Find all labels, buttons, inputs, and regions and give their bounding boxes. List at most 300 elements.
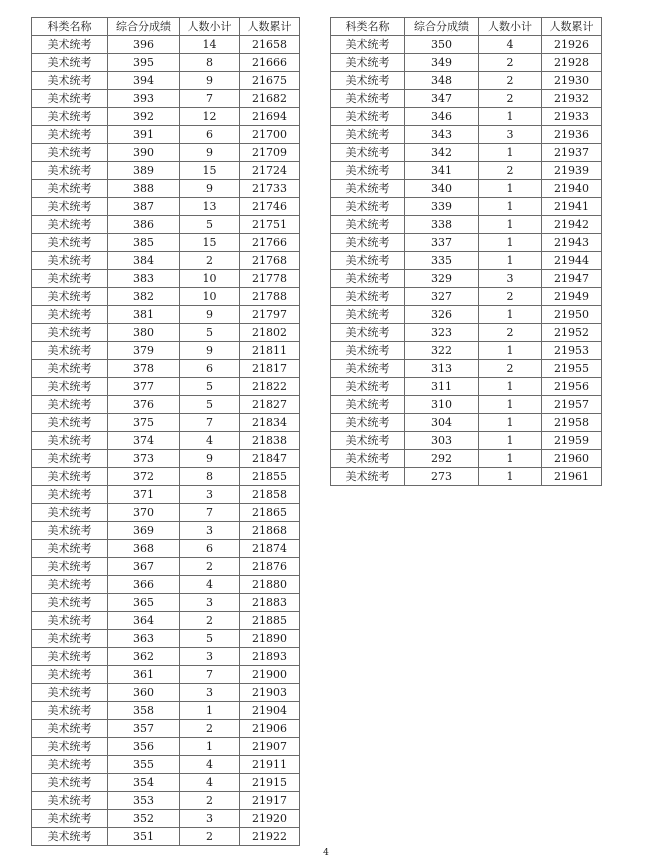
- cumulative-cell: 21746: [240, 198, 300, 216]
- category-cell: 美术统考: [32, 198, 108, 216]
- category-cell: 美术统考: [32, 576, 108, 594]
- category-cell: 美术统考: [32, 432, 108, 450]
- score-cell: 378: [108, 360, 180, 378]
- table-row: [32, 702, 300, 720]
- count-cell: 2: [479, 288, 542, 306]
- cumulative-cell: 21858: [240, 486, 300, 504]
- table-row: [331, 414, 602, 432]
- count-cell: 2: [479, 162, 542, 180]
- score-cell: 387: [108, 198, 180, 216]
- table-row: [331, 72, 602, 90]
- count-cell: 10: [180, 270, 240, 288]
- table-row: [32, 108, 300, 126]
- score-cell: 343: [405, 126, 479, 144]
- score-cell: 389: [108, 162, 180, 180]
- table-body: [331, 36, 602, 486]
- cumulative-cell: 21917: [240, 792, 300, 810]
- category-cell: 美术统考: [331, 108, 405, 126]
- table-row: [32, 666, 300, 684]
- count-cell: 5: [180, 396, 240, 414]
- count-cell: 9: [180, 342, 240, 360]
- table-row: [32, 810, 300, 828]
- category-cell: 美术统考: [331, 36, 405, 54]
- table-row: [32, 720, 300, 738]
- count-cell: 1: [479, 108, 542, 126]
- cumulative-cell: 21957: [542, 396, 602, 414]
- score-cell: 372: [108, 468, 180, 486]
- table-row: [331, 54, 602, 72]
- count-cell: 9: [180, 180, 240, 198]
- score-cell: 392: [108, 108, 180, 126]
- table-row: [32, 684, 300, 702]
- table-row: [32, 576, 300, 594]
- table-row: [32, 450, 300, 468]
- category-cell: 美术统考: [32, 702, 108, 720]
- count-cell: 8: [180, 468, 240, 486]
- score-cell: 335: [405, 252, 479, 270]
- score-cell: 365: [108, 594, 180, 612]
- cumulative-cell: 21675: [240, 72, 300, 90]
- score-cell: 349: [405, 54, 479, 72]
- cumulative-cell: 21942: [542, 216, 602, 234]
- table-row: [32, 792, 300, 810]
- score-cell: 357: [108, 720, 180, 738]
- count-cell: 1: [479, 198, 542, 216]
- score-cell: 323: [405, 324, 479, 342]
- score-cell: 355: [108, 756, 180, 774]
- count-cell: 7: [180, 90, 240, 108]
- cumulative-cell: 21930: [542, 72, 602, 90]
- score-cell: 358: [108, 702, 180, 720]
- category-cell: 美术统考: [32, 306, 108, 324]
- count-cell: 2: [180, 792, 240, 810]
- table-row: [331, 180, 602, 198]
- cumulative-cell: 21827: [240, 396, 300, 414]
- score-cell: 339: [405, 198, 479, 216]
- cumulative-cell: 21956: [542, 378, 602, 396]
- table-row: [32, 36, 300, 54]
- table-row: [32, 486, 300, 504]
- cumulative-cell: 21926: [542, 36, 602, 54]
- category-cell: 美术统考: [32, 270, 108, 288]
- score-cell: 396: [108, 36, 180, 54]
- category-cell: 美术统考: [331, 54, 405, 72]
- count-cell: 3: [180, 594, 240, 612]
- column-header: 科类名称: [331, 18, 405, 36]
- count-cell: 4: [479, 36, 542, 54]
- column-header: 人数小计: [180, 18, 240, 36]
- count-cell: 1: [479, 306, 542, 324]
- table-row: [331, 270, 602, 288]
- category-cell: 美术统考: [331, 180, 405, 198]
- count-cell: 8: [180, 54, 240, 72]
- score-cell: 363: [108, 630, 180, 648]
- table-row: [331, 36, 602, 54]
- score-cell: 353: [108, 792, 180, 810]
- score-cell: 384: [108, 252, 180, 270]
- count-cell: 1: [479, 450, 542, 468]
- category-cell: 美术统考: [331, 378, 405, 396]
- count-cell: 1: [180, 702, 240, 720]
- cumulative-cell: 21811: [240, 342, 300, 360]
- category-cell: 美术统考: [32, 774, 108, 792]
- count-cell: 9: [180, 144, 240, 162]
- category-cell: 美术统考: [331, 216, 405, 234]
- table-row: [331, 360, 602, 378]
- score-cell: 381: [108, 306, 180, 324]
- table-row: [32, 306, 300, 324]
- category-cell: 美术统考: [331, 234, 405, 252]
- score-cell: 369: [108, 522, 180, 540]
- table-row: [32, 648, 300, 666]
- cumulative-cell: 21838: [240, 432, 300, 450]
- cumulative-cell: 21922: [240, 828, 300, 846]
- count-cell: 6: [180, 126, 240, 144]
- table-row: [32, 774, 300, 792]
- category-cell: 美术统考: [32, 720, 108, 738]
- score-cell: 371: [108, 486, 180, 504]
- count-cell: 9: [180, 450, 240, 468]
- count-cell: 7: [180, 504, 240, 522]
- cumulative-cell: 21766: [240, 234, 300, 252]
- count-cell: 4: [180, 576, 240, 594]
- score-cell: 394: [108, 72, 180, 90]
- score-cell: 367: [108, 558, 180, 576]
- category-cell: 美术统考: [32, 540, 108, 558]
- count-cell: 3: [180, 648, 240, 666]
- score-cell: 395: [108, 54, 180, 72]
- cumulative-cell: 21880: [240, 576, 300, 594]
- category-cell: 美术统考: [331, 126, 405, 144]
- count-cell: 2: [180, 828, 240, 846]
- count-cell: 1: [479, 144, 542, 162]
- cumulative-cell: 21906: [240, 720, 300, 738]
- table-row: [331, 144, 602, 162]
- cumulative-cell: 21961: [542, 468, 602, 486]
- count-cell: 4: [180, 756, 240, 774]
- count-cell: 6: [180, 540, 240, 558]
- category-cell: 美术统考: [32, 468, 108, 486]
- score-cell: 350: [405, 36, 479, 54]
- score-cell: 360: [108, 684, 180, 702]
- score-cell: 347: [405, 90, 479, 108]
- category-cell: 美术统考: [32, 234, 108, 252]
- category-cell: 美术统考: [32, 72, 108, 90]
- cumulative-cell: 21940: [542, 180, 602, 198]
- category-cell: 美术统考: [331, 324, 405, 342]
- table-row: [331, 162, 602, 180]
- score-cell: 383: [108, 270, 180, 288]
- cumulative-cell: 21733: [240, 180, 300, 198]
- cumulative-cell: 21947: [542, 270, 602, 288]
- count-cell: 12: [180, 108, 240, 126]
- category-cell: 美术统考: [331, 306, 405, 324]
- table-row: [331, 450, 602, 468]
- count-cell: 2: [479, 324, 542, 342]
- count-cell: 6: [180, 360, 240, 378]
- cumulative-cell: 21939: [542, 162, 602, 180]
- cumulative-cell: 21751: [240, 216, 300, 234]
- category-cell: 美术统考: [32, 54, 108, 72]
- category-cell: 美术统考: [32, 828, 108, 846]
- count-cell: 13: [180, 198, 240, 216]
- table-row: [331, 252, 602, 270]
- score-cell: 380: [108, 324, 180, 342]
- count-cell: 14: [180, 36, 240, 54]
- count-cell: 1: [479, 234, 542, 252]
- count-cell: 2: [479, 90, 542, 108]
- cumulative-cell: 21959: [542, 432, 602, 450]
- score-cell: 373: [108, 450, 180, 468]
- cumulative-cell: 21903: [240, 684, 300, 702]
- category-cell: 美术统考: [32, 558, 108, 576]
- category-cell: 美术统考: [32, 612, 108, 630]
- category-cell: 美术统考: [331, 198, 405, 216]
- table-row: [32, 288, 300, 306]
- score-cell: 304: [405, 414, 479, 432]
- cumulative-cell: 21865: [240, 504, 300, 522]
- cumulative-cell: 21960: [542, 450, 602, 468]
- score-cell: 337: [405, 234, 479, 252]
- cumulative-cell: 21855: [240, 468, 300, 486]
- score-cell: 364: [108, 612, 180, 630]
- count-cell: 1: [479, 180, 542, 198]
- count-cell: 15: [180, 162, 240, 180]
- score-table-right: [330, 17, 602, 486]
- count-cell: 5: [180, 324, 240, 342]
- table-row: [32, 162, 300, 180]
- cumulative-cell: 21682: [240, 90, 300, 108]
- count-cell: 1: [479, 252, 542, 270]
- table-row: [331, 468, 602, 486]
- table-row: [32, 558, 300, 576]
- cumulative-cell: 21874: [240, 540, 300, 558]
- page-number: 4: [323, 848, 329, 858]
- table-row: [32, 54, 300, 72]
- score-cell: 375: [108, 414, 180, 432]
- count-cell: 3: [479, 126, 542, 144]
- category-cell: 美术统考: [32, 594, 108, 612]
- category-cell: 美术统考: [331, 270, 405, 288]
- table-row: [32, 342, 300, 360]
- category-cell: 美术统考: [32, 648, 108, 666]
- count-cell: 9: [180, 306, 240, 324]
- count-cell: 1: [479, 342, 542, 360]
- cumulative-cell: 21797: [240, 306, 300, 324]
- count-cell: 2: [180, 720, 240, 738]
- cumulative-cell: 21822: [240, 378, 300, 396]
- cumulative-cell: 21943: [542, 234, 602, 252]
- cumulative-cell: 21920: [240, 810, 300, 828]
- count-cell: 2: [479, 54, 542, 72]
- score-cell: 292: [405, 450, 479, 468]
- table-row: [32, 126, 300, 144]
- cumulative-cell: 21885: [240, 612, 300, 630]
- count-cell: 5: [180, 630, 240, 648]
- table-row: [32, 396, 300, 414]
- score-cell: 351: [108, 828, 180, 846]
- category-cell: 美术统考: [32, 126, 108, 144]
- table-row: [32, 234, 300, 252]
- score-cell: 391: [108, 126, 180, 144]
- category-cell: 美术统考: [331, 252, 405, 270]
- category-cell: 美术统考: [32, 252, 108, 270]
- category-cell: 美术统考: [32, 666, 108, 684]
- count-cell: 3: [180, 486, 240, 504]
- cumulative-cell: 21900: [240, 666, 300, 684]
- cumulative-cell: 21904: [240, 702, 300, 720]
- cumulative-cell: 21932: [542, 90, 602, 108]
- table-row: [32, 738, 300, 756]
- score-cell: 327: [405, 288, 479, 306]
- count-cell: 10: [180, 288, 240, 306]
- table-row: [331, 216, 602, 234]
- category-cell: 美术统考: [331, 468, 405, 486]
- category-cell: 美术统考: [331, 396, 405, 414]
- cumulative-cell: 21949: [542, 288, 602, 306]
- category-cell: 美术统考: [32, 414, 108, 432]
- cumulative-cell: 21868: [240, 522, 300, 540]
- category-cell: 美术统考: [32, 360, 108, 378]
- count-cell: 2: [479, 360, 542, 378]
- table-row: [331, 126, 602, 144]
- cumulative-cell: 21658: [240, 36, 300, 54]
- score-cell: 348: [405, 72, 479, 90]
- category-cell: 美术统考: [32, 504, 108, 522]
- count-cell: 1: [479, 396, 542, 414]
- category-cell: 美术统考: [32, 36, 108, 54]
- table-row: [32, 378, 300, 396]
- score-cell: 390: [108, 144, 180, 162]
- score-cell: 352: [108, 810, 180, 828]
- category-cell: 美术统考: [331, 162, 405, 180]
- score-cell: 329: [405, 270, 479, 288]
- table-row: [32, 828, 300, 846]
- count-cell: 7: [180, 414, 240, 432]
- score-cell: 388: [108, 180, 180, 198]
- cumulative-cell: 21911: [240, 756, 300, 774]
- column-header: 综合分成绩: [405, 18, 479, 36]
- cumulative-cell: 21955: [542, 360, 602, 378]
- cumulative-cell: 21817: [240, 360, 300, 378]
- category-cell: 美术统考: [32, 342, 108, 360]
- cumulative-cell: 21890: [240, 630, 300, 648]
- score-cell: 354: [108, 774, 180, 792]
- cumulative-cell: 21950: [542, 306, 602, 324]
- table-row: [32, 144, 300, 162]
- category-cell: 美术统考: [331, 342, 405, 360]
- cumulative-cell: 21952: [542, 324, 602, 342]
- count-cell: 1: [479, 468, 542, 486]
- table-row: [32, 324, 300, 342]
- category-cell: 美术统考: [32, 810, 108, 828]
- score-cell: 385: [108, 234, 180, 252]
- table-row: [331, 432, 602, 450]
- score-cell: 346: [405, 108, 479, 126]
- category-cell: 美术统考: [32, 216, 108, 234]
- table-row: [32, 612, 300, 630]
- category-cell: 美术统考: [32, 180, 108, 198]
- score-cell: 393: [108, 90, 180, 108]
- category-cell: 美术统考: [32, 162, 108, 180]
- cumulative-cell: 21847: [240, 450, 300, 468]
- count-cell: 5: [180, 378, 240, 396]
- count-cell: 3: [479, 270, 542, 288]
- score-cell: 368: [108, 540, 180, 558]
- category-cell: 美术统考: [32, 738, 108, 756]
- table-row: [331, 324, 602, 342]
- table-header-row: [331, 18, 602, 36]
- count-cell: 1: [479, 216, 542, 234]
- cumulative-cell: 21724: [240, 162, 300, 180]
- cumulative-cell: 21907: [240, 738, 300, 756]
- table-row: [32, 270, 300, 288]
- score-cell: 361: [108, 666, 180, 684]
- category-cell: 美术统考: [32, 108, 108, 126]
- count-cell: 1: [479, 432, 542, 450]
- table-row: [331, 342, 602, 360]
- cumulative-cell: 21768: [240, 252, 300, 270]
- count-cell: 3: [180, 810, 240, 828]
- score-cell: 374: [108, 432, 180, 450]
- cumulative-cell: 21941: [542, 198, 602, 216]
- cumulative-cell: 21893: [240, 648, 300, 666]
- cumulative-cell: 21958: [542, 414, 602, 432]
- table-row: [331, 396, 602, 414]
- count-cell: 7: [180, 666, 240, 684]
- cumulative-cell: 21944: [542, 252, 602, 270]
- score-cell: 341: [405, 162, 479, 180]
- cumulative-cell: 21883: [240, 594, 300, 612]
- category-cell: 美术统考: [32, 378, 108, 396]
- count-cell: 2: [479, 72, 542, 90]
- table-row: [331, 288, 602, 306]
- table-row: [32, 540, 300, 558]
- category-cell: 美术统考: [32, 630, 108, 648]
- table-row: [32, 756, 300, 774]
- table-row: [331, 198, 602, 216]
- count-cell: 1: [479, 378, 542, 396]
- column-header: 人数小计: [479, 18, 542, 36]
- category-cell: 美术统考: [331, 414, 405, 432]
- cumulative-cell: 21876: [240, 558, 300, 576]
- category-cell: 美术统考: [32, 756, 108, 774]
- table-row: [32, 252, 300, 270]
- count-cell: 1: [180, 738, 240, 756]
- category-cell: 美术统考: [331, 432, 405, 450]
- table-row: [32, 594, 300, 612]
- score-cell: 379: [108, 342, 180, 360]
- score-cell: 370: [108, 504, 180, 522]
- count-cell: 15: [180, 234, 240, 252]
- category-cell: 美术统考: [32, 90, 108, 108]
- category-cell: 美术统考: [331, 72, 405, 90]
- category-cell: 美术统考: [32, 792, 108, 810]
- table-row: [331, 378, 602, 396]
- table-row: [32, 360, 300, 378]
- score-cell: 342: [405, 144, 479, 162]
- column-header: 科类名称: [32, 18, 108, 36]
- category-cell: 美术统考: [331, 90, 405, 108]
- category-cell: 美术统考: [32, 450, 108, 468]
- table-row: [331, 306, 602, 324]
- score-cell: 356: [108, 738, 180, 756]
- score-cell: 382: [108, 288, 180, 306]
- table-row: [32, 468, 300, 486]
- category-cell: 美术统考: [32, 144, 108, 162]
- table-row: [32, 180, 300, 198]
- score-cell: 273: [405, 468, 479, 486]
